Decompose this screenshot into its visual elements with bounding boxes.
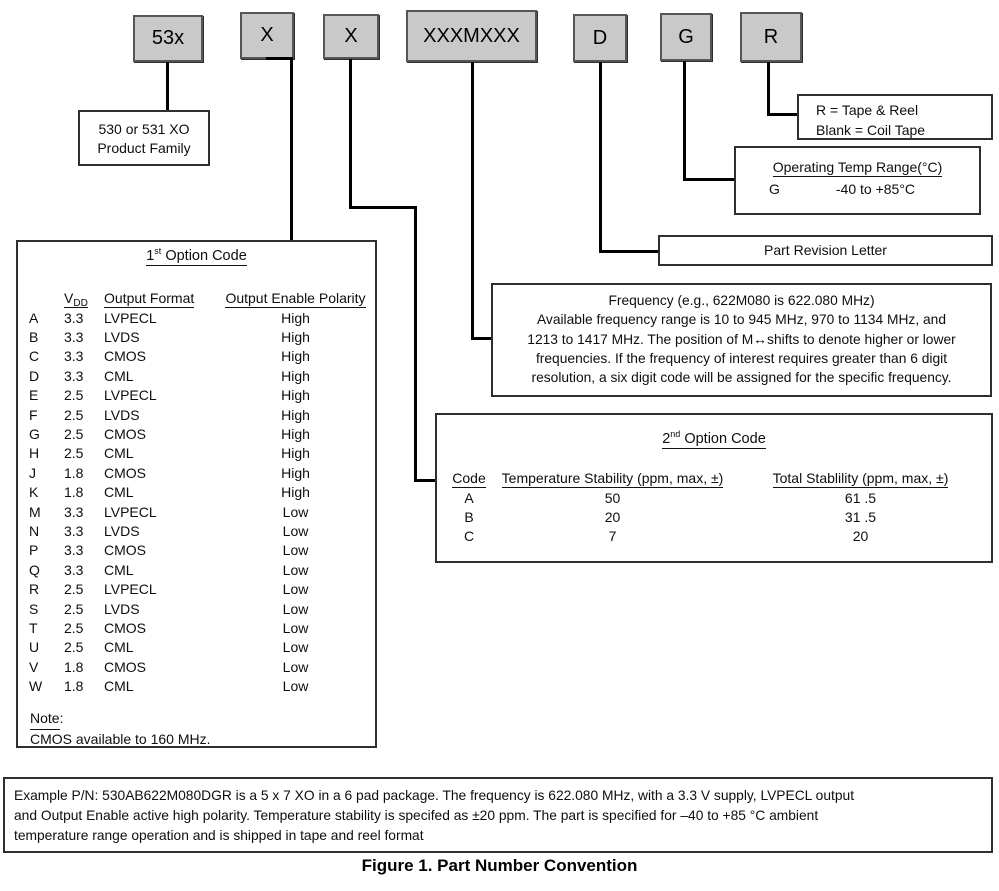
option2-header-code: Code — [452, 470, 486, 486]
option1-row — [18, 366, 375, 385]
option1-row-format: CMOS — [104, 426, 146, 443]
option1-row — [18, 327, 375, 346]
option1-row — [18, 386, 375, 405]
part-code-label: 53x — [151, 27, 185, 49]
option1-row — [18, 579, 375, 598]
connector-revision-h — [599, 250, 659, 253]
connector-packaging-v — [767, 62, 770, 116]
option1-note-text: CMOS available to 160 MHz. — [30, 730, 211, 747]
option1-row-polarity: High — [281, 484, 310, 501]
option1-row-code: Q — [29, 561, 40, 578]
connector-temp-h — [683, 178, 736, 181]
option1-row — [18, 599, 375, 618]
option1-row-code: G — [29, 426, 40, 443]
example-box — [3, 777, 993, 853]
option1-row-code: P — [29, 542, 39, 559]
part-code-box-temp-range — [660, 13, 712, 61]
option2-rows — [437, 488, 991, 546]
option1-row — [18, 463, 375, 482]
option1-row-code: H — [29, 445, 40, 462]
option1-row-vdd: 1.8 — [64, 658, 84, 675]
option1-row-vdd: 2.5 — [64, 445, 84, 462]
connector-family — [166, 62, 169, 110]
option1-row-format: CML — [104, 445, 134, 462]
operating-temp-box — [734, 146, 981, 215]
option1-header-vdd: $V_{DD}$ — [64, 290, 88, 309]
connector-option2-h2 — [414, 479, 437, 482]
connector-option2-v2 — [414, 206, 417, 482]
option1-row-format: CML — [104, 639, 134, 656]
option2-header-temp: Temperature Stability (ppm, max, ±) — [501, 470, 724, 486]
option1-row-code: C — [29, 348, 40, 365]
option1-row-polarity: High — [281, 464, 310, 481]
option1-row-vdd: 3.3 — [64, 329, 84, 346]
product-family-box — [78, 110, 210, 166]
option1-row-format: LVDS — [104, 329, 140, 346]
option2-row-code: C — [463, 528, 475, 545]
option1-row — [18, 502, 375, 521]
option1-row-vdd: 1.8 — [64, 484, 84, 501]
part-code-label: G — [678, 25, 694, 48]
tape-reel-line: R = Tape & Reel — [816, 102, 919, 118]
option1-row-polarity: Low — [282, 619, 309, 636]
option1-row-code: D — [29, 367, 40, 384]
option1-row-format: CML — [104, 561, 134, 578]
part-code-label: X — [344, 25, 358, 47]
option2-row — [437, 507, 991, 526]
option2-row-total: 20 — [852, 528, 869, 545]
option1-row-code: F — [29, 406, 38, 423]
option1-row-polarity: High — [281, 348, 310, 365]
part-code-box-option1 — [240, 12, 294, 59]
option1-row-format: LVPECL — [104, 309, 157, 326]
option2-header-row — [437, 470, 991, 488]
product-family-line: Product Family — [97, 140, 191, 156]
option1-row — [18, 405, 375, 424]
option1-row-polarity: High — [281, 406, 310, 423]
option1-row — [18, 444, 375, 463]
option2-title: 2nd Option Code — [662, 429, 766, 447]
option1-row — [18, 308, 375, 327]
option1-row — [18, 424, 375, 443]
part-code-box-revision — [573, 14, 627, 62]
option1-row-vdd: 2.5 — [64, 639, 84, 656]
option2-row — [437, 527, 991, 546]
frequency-line: frequencies. If the frequency of interest requires greater than 6 digit — [535, 350, 948, 366]
option1-row-vdd: 2.5 — [64, 426, 84, 443]
option1-row-vdd: 2.5 — [64, 619, 84, 636]
option1-row-polarity: Low — [282, 678, 309, 695]
option2-row-temp: 20 — [604, 509, 621, 526]
part-code-label: R — [763, 25, 779, 48]
option1-row-vdd: 1.8 — [64, 464, 84, 481]
product-family-line: 530 or 531 XO — [98, 121, 190, 137]
option1-note: Note: CMOS available to 160 MHz. — [30, 709, 375, 749]
part-code-box-packaging — [740, 12, 802, 62]
connector-option2-h1 — [349, 206, 417, 209]
option1-row-format: LVDS — [104, 406, 140, 423]
frequency-line: Frequency (e.g., 622M080 is 622.080 MHz) — [608, 293, 875, 308]
connector-temp-v — [683, 61, 686, 181]
option1-row-polarity: High — [281, 309, 310, 326]
option1-header-row — [18, 290, 375, 308]
option1-row-polarity: Low — [282, 639, 309, 656]
option1-row — [18, 483, 375, 502]
option1-header-format: Output Format — [104, 290, 195, 306]
part-code-label: D — [592, 26, 608, 49]
option1-row-vdd: 3.3 — [64, 367, 84, 384]
option1-row-format: CMOS — [104, 542, 146, 559]
connector-option1 — [290, 57, 293, 241]
option1-row-vdd: 1.8 — [64, 678, 84, 695]
option1-row-polarity: Low — [282, 658, 309, 675]
option1-row-vdd: 3.3 — [64, 522, 84, 539]
option1-row-code: T — [29, 619, 38, 636]
option1-row-code: W — [29, 678, 43, 695]
option1-row-code: B — [29, 329, 39, 346]
example-line: Example P/N: 530AB622M080DGR is a 5 x 7 XO in a 6 pad package. The frequency is 622.080 MHz, with a 3.3 V supply, LVPECL output — [14, 788, 855, 803]
connector-option1-tick — [266, 57, 293, 60]
option1-row-format: CML — [104, 484, 134, 501]
option1-row-vdd: 2.5 — [64, 387, 84, 404]
option1-row-format: LVPECL — [104, 581, 157, 598]
option1-rows — [18, 308, 375, 696]
option1-row-code: A — [29, 309, 39, 326]
option1-row-polarity: High — [281, 426, 310, 443]
option1-row-code: U — [29, 639, 40, 656]
option1-row-code: M — [29, 503, 41, 520]
part-revision-box — [658, 235, 993, 266]
frequency-line: 1213 to 1417 MHz. The position of M↔shifts to denote higher or lower — [527, 331, 956, 347]
operating-temp-range: -40 to +85°C — [835, 181, 916, 197]
option1-row-vdd: 3.3 — [64, 309, 84, 326]
option2-row-temp: 50 — [604, 489, 621, 506]
option1-row — [18, 638, 375, 657]
option1-row-format: LVDS — [104, 522, 140, 539]
option2-row — [437, 488, 991, 507]
option1-row — [18, 676, 375, 695]
option1-row-code: R — [29, 581, 40, 598]
option2-row-total: 31 .5 — [844, 509, 877, 526]
part-code-label: XXXMXXX — [423, 24, 520, 47]
option1-row — [18, 560, 375, 579]
option1-row-format: LVPECL — [104, 387, 157, 404]
option2-row-temp: 7 — [608, 528, 617, 545]
option1-row — [18, 521, 375, 540]
option1-row-format: CML — [104, 367, 134, 384]
option2-row-code: B — [464, 509, 474, 526]
option1-row-vdd: 2.5 — [64, 406, 84, 423]
option1-row-code: V — [29, 658, 39, 675]
option1-row-code: J — [29, 464, 36, 481]
part-code-box-option2 — [323, 14, 379, 59]
option1-row-vdd: 3.3 — [64, 542, 84, 559]
option1-row-vdd: 3.3 — [64, 348, 84, 365]
option1-row-polarity: Low — [282, 561, 309, 578]
connector-packaging-h — [767, 113, 798, 116]
option1-row — [18, 347, 375, 366]
option1-title: 1st Option Code — [146, 246, 247, 264]
option1-box — [16, 240, 377, 748]
option1-row-code: N — [29, 522, 40, 539]
option1-row-format: CMOS — [104, 658, 146, 675]
option1-row-format: CMOS — [104, 348, 146, 365]
option1-row-format: CMOS — [104, 619, 146, 636]
option2-header-total: Total Stablility (ppm, max, ±) — [772, 470, 949, 486]
option1-row-polarity: High — [281, 445, 310, 462]
option1-row-polarity: Low — [282, 581, 309, 598]
tape-reel-box — [797, 94, 993, 140]
part-code-box-frequency — [406, 10, 537, 62]
frequency-line: Available frequency range is 10 to 945 MHz, 970 to 1134 MHz, and — [536, 312, 947, 328]
frequency-box — [491, 283, 992, 397]
option1-row-polarity: High — [281, 367, 310, 384]
operating-temp-title: Operating Temp Range(°C) — [772, 159, 943, 175]
example-line: temperature range operation and is shipped in tape and reel format — [14, 828, 424, 843]
connector-frequency-v — [471, 62, 474, 340]
option1-row-vdd: 2.5 — [64, 600, 84, 617]
option2-box — [435, 413, 993, 563]
frequency-line: resolution, a six digit code will be assigned for the specific frequency. — [531, 370, 952, 386]
option1-row-polarity: Low — [282, 542, 309, 559]
option1-row-polarity: Low — [282, 503, 309, 520]
example-line: and Output Enable active high polarity. Temperature stability is specifed as ±20 ppm. The part is specified for –40 to +85 °C ambient — [14, 808, 819, 823]
operating-temp-code: G — [769, 181, 780, 197]
option2-row-code: A — [464, 489, 474, 506]
figure-caption: Figure 1. Part Number Convention — [361, 856, 638, 875]
option1-row — [18, 657, 375, 676]
option1-row-polarity: Low — [282, 600, 309, 617]
option1-row-format: CML — [104, 678, 134, 695]
part-revision-label: Part Revision Letter — [764, 242, 887, 258]
part-code-label: X — [260, 24, 274, 46]
option1-row-code: E — [29, 387, 39, 404]
option1-row-vdd: 3.3 — [64, 503, 84, 520]
tape-reel-line: Blank = Coil Tape — [816, 121, 926, 138]
option1-header-polarity: Output Enable Polarity — [225, 290, 366, 306]
option1-row-code: K — [29, 484, 39, 501]
connector-frequency-h — [471, 337, 493, 340]
connector-option2-v1 — [349, 59, 352, 209]
option1-row-format: CMOS — [104, 464, 146, 481]
option1-row-polarity: High — [281, 329, 310, 346]
option1-row-polarity: High — [281, 387, 310, 404]
option1-row-vdd: 3.3 — [64, 561, 84, 578]
part-code-box-family — [133, 15, 203, 62]
option2-row-total: 61 .5 — [844, 489, 877, 506]
option1-row-polarity: Low — [282, 522, 309, 539]
connector-revision-v — [599, 62, 602, 253]
option1-row — [18, 618, 375, 637]
operating-temp-row — [736, 181, 979, 197]
option1-row-format: LVPECL — [104, 503, 157, 520]
option1-row — [18, 541, 375, 560]
option1-row-format: LVDS — [104, 600, 140, 617]
option1-row-code: S — [29, 600, 39, 617]
option1-row-vdd: 2.5 — [64, 581, 84, 598]
